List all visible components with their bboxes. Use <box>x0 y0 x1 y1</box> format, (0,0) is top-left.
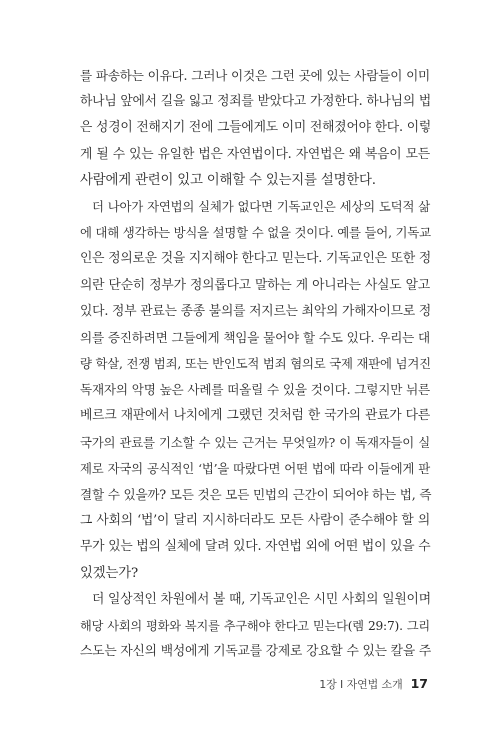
text-line: 의란 단순히 정부가 정의롭다고 말하는 게 아니라는 사실도 알고 <box>80 277 430 293</box>
text-line: 더 나아가 자연법의 실체가 없다면 기독교인은 세상의 도덕적 삶 <box>92 198 430 214</box>
text-line: 사람에게 관련이 있고 이해할 수 있는지를 설명한다. <box>80 172 376 188</box>
text-line: 인은 정의로운 것을 지지해야 한다고 믿는다. 기독교인은 또한 정 <box>80 251 432 267</box>
text-line: 베르크 재판에서 나치에게 그랬던 것처럼 한 국가의 관료가 다른 <box>80 408 430 424</box>
text-line: 있다. 정부 관료는 종종 불의를 저지르는 최악의 가해자이므로 정 <box>80 303 432 319</box>
text-line: 량 학살, 전쟁 범죄, 또는 반인도적 범죄 혐의로 국제 재판에 넘겨진 <box>80 356 431 372</box>
text-line: 게 될 수 있는 유일한 법은 자연법이다. 자연법은 왜 복음이 모든 <box>80 146 430 162</box>
text-line: 에 대해 생각하는 방식을 설명할 수 없을 것이다. 예를 들어, 기독교 <box>80 225 431 241</box>
text-line: 결할 수 있을까? 모든 것은 모든 민법의 근간이 되어야 하는 법, 즉 <box>80 487 432 502</box>
text-line: 하나님 앞에서 길을 잃고 정죄를 받았다고 가정한다. 하나님의 법 <box>80 94 432 110</box>
text-line: 은 성경이 전해지기 전에 그들에게도 이미 전해졌어야 한다. 이렇 <box>80 120 432 136</box>
text-line: 더 일상적인 차원에서 볼 때, 기독교인은 시민 사회의 일원이며 <box>92 591 431 607</box>
text-line: 를 파송하는 이유다. 그러나 이것은 그런 곳에 있는 사람들이 이미 <box>80 68 430 83</box>
body-text <box>80 63 430 665</box>
text-line: 국가의 관료를 기소할 수 있는 근거는 무엇일까? 이 독재자들이 실 <box>80 434 430 450</box>
text-line: 있겠는가? <box>80 565 138 581</box>
text-line: 의를 증진하려면 그들에게 책임을 물어야 할 수도 있다. 우리는 대 <box>80 329 430 345</box>
text-line: 무가 있는 법의 실체에 달려 있다. 자연법 외에 어떤 법이 있을 수 <box>80 539 431 555</box>
page-number: 17 <box>410 676 428 691</box>
text-line: 해당 사회의 평화와 복지를 추구해야 한다고 믿는다(렘 29:7). 그리 <box>80 618 430 633</box>
chapter-title: 1장 I 자연법 소개 <box>319 678 403 691</box>
text-line: 독재자의 악명 높은 사례를 떠올릴 수 있을 것이다. 그렇지만 뉘른 <box>80 382 430 398</box>
text-line: 제로 자국의 공식적인 ‘법’을 따랐다면 어떤 법에 따라 이들에게 판 <box>80 460 430 476</box>
text-line: 그 사회의 ‘법’이 달리 지시하더라도 모든 사람이 준수해야 할 의 <box>80 513 430 529</box>
running-footer <box>319 676 428 692</box>
text-line: 스도는 자신의 백성에게 기독교를 강제로 강요할 수 있는 칼을 주 <box>80 644 432 660</box>
